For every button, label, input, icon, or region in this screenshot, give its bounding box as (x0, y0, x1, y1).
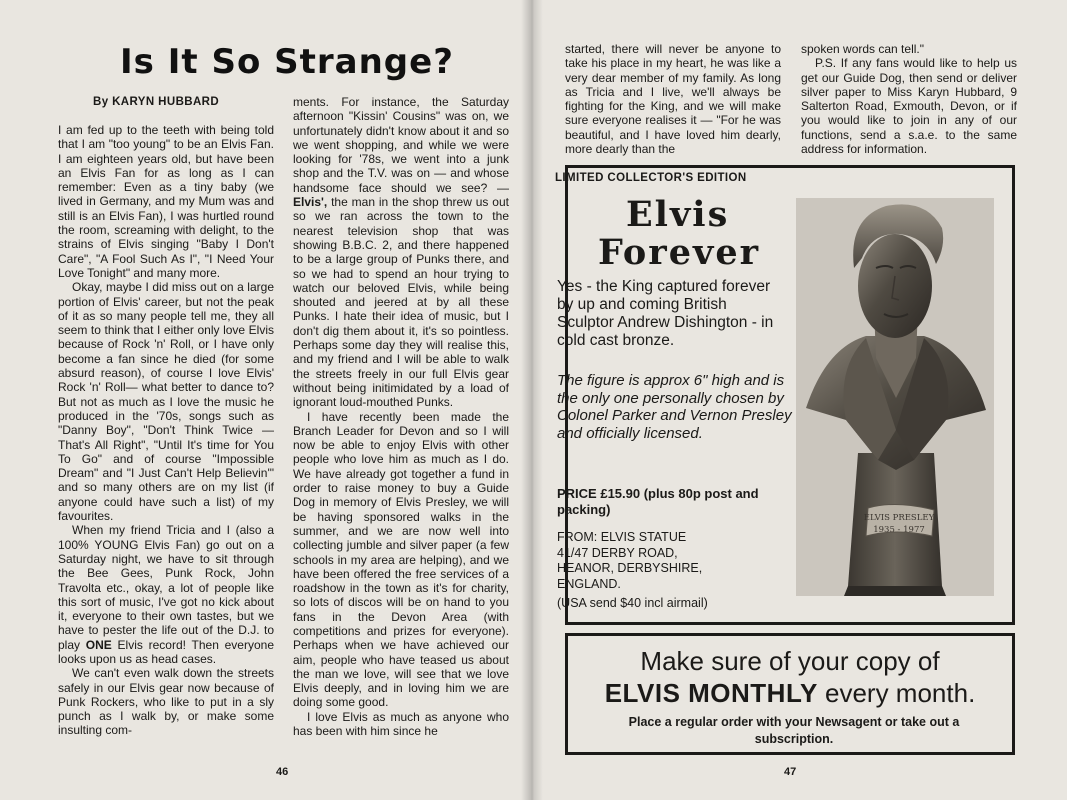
address-line: FROM: ELVIS STATUE (557, 530, 687, 544)
statue-photo (796, 198, 994, 596)
paragraph: I am fed up to the teeth with being told that I am "too young" to be an Elvis Fan. I am eighteen years old, but have been an Elvis Fan for as long as I can remember: Even as a tiny baby (we lived in Germany, and my Mum was and still is an Elvis Fan), I was hurtled round the room, screaming with delight, to the strains of Elvis singing "Baby I Don't Care", "A Fool Such As I", "I Need Your Love Tonight" and many more. (58, 123, 274, 280)
article-column-3 (565, 42, 781, 156)
ad-usa-price: (USA send $40 incl airmail) (557, 596, 708, 610)
paragraph: spoken words can tell." (801, 42, 924, 56)
ad-description: The figure is approx 6" high and is the only one personally chosen by Colonel Parker and Vernon Presley and officially licensed. (557, 372, 792, 442)
article-column-2 (293, 95, 509, 738)
paragraph: P.S. If any fans would like to help us get our Guide Dog, then send or deliver silver paper to Miss Karyn Hubbard, 9 Salterton Road, Exmouth, Devon, or if you would like to join in any of our functions, send a s.a.e. to the same address for information. (801, 56, 1017, 157)
article-column-4 (801, 42, 1017, 156)
ad-price: PRICE £15.90 (plus 80p post and packing) (557, 486, 759, 517)
page-number-left: 46 (276, 766, 289, 778)
plaque-years: 1935 - 1977 (873, 525, 925, 535)
left-page (0, 0, 531, 800)
page-number-right: 47 (784, 766, 797, 778)
subscription-box (565, 633, 1015, 755)
subscription-instructions: Place a regular order with your Newsagent or take out a subscription. (628, 715, 960, 746)
paragraph: We can't even walk down the streets safely in our Elvis gear now because of Punk Rockers, who like to put in a sly punch as I walk by, or make some insulting com- (58, 666, 274, 738)
page-gutter (521, 0, 543, 800)
emphasis: Elvis', (293, 195, 328, 210)
article-column-1 (58, 123, 274, 738)
subscription-headline: Make sure of your copy of (640, 646, 940, 676)
address-line: ENGLAND. (557, 576, 621, 591)
article-title: Is It So Strange? (120, 42, 454, 82)
right-page (531, 0, 1067, 800)
emphasis: ONE (85, 637, 112, 652)
plaque-name: ELVIS PRESLEY (863, 513, 935, 523)
ad-address (557, 530, 702, 592)
ad-tagline: Yes - the King captured forever by up and coming British Sculptor Andrew Dishington - in cold cast bronze. (557, 278, 774, 349)
bust-image (796, 198, 994, 596)
address-line: HEANOR, DERBYSHIRE, (557, 561, 703, 575)
ad-title-forever: Forever (598, 232, 761, 273)
paragraph: Okay, maybe I did miss out on a large portion of Elvis' career, but not the peak of it as so many people tell me, they all seem to think that I either only love Elvis because of Rock 'n' Roll, or I have only become a fan since he died (for some absurd reason), of course I love Elvis' Rock 'n' Roll— what better to dance to? But not as much as I love the music he produced in the '70s, songs such as "Danny Boy", "Don't Think Twice — That's All Right", "Until It's time for You To Go" and of course "Impossible Dream" and "I Just Can't Help Believin'" and so many others are on my list (if anyone could have such a list) of my favourites. (58, 280, 274, 524)
article-byline: By KARYN HUBBARD (93, 96, 220, 108)
ad-title-elvis: Elvis (626, 194, 730, 235)
paragraph: started, there will never be anyone to take his place in my heart, he was like a very dear member of my family. As long as Tricia and I live, we'll always be fighting for the King, and we will make sure everyone realises it — "For he was beautiful, and I have loved him dearly, more dearly than the (565, 42, 781, 157)
ad-edition-label: LIMITED COLLECTOR'S EDITION (555, 172, 747, 184)
paragraph: I have recently been made the Branch Leader for Devon and so I will now be able to enjoy Elvis with other people who love him as much as I do. We have already got together a fund in order to raise money to buy a Guide Dog in memory of Elvis Presley, we will be having sponsored walks in the summer, and we are now well into collecting jumble and silver paper (a few schools in my area are helping), and we have been offered the free services of a roadshow in the town as it's for charity, so lots of discos will be on hand to you fans in the Devon Area (with competitions and prizes for everyone). Perhaps when we have achieved our aim, people who have teased us about the man we love, will see that we love Elvis deeply, and in loving him we are doing some good. (293, 409, 509, 710)
paragraph: ments. For instance, the Saturday afternoon "Kissin' Cousins" was on, we unfortunately didn't know about it and so we went shopping, and while we were looking for '78s, we went into a junk shop and the T.V. was on — and whose handsome face should we see? — Elvis', the man in the shop threw us out so we ran across the town to the nearest television shop that was showing B.B.C. 2, and there happened to be a large group of Punks there, and so we had to spend an hour trying to watch our beloved Elvis, while being shouted and jeered at by all these Punks. I hate their idea of music, but I don't dig them about it, it's so pointless. Perhaps some day they will realise this, and my friend and I will be able to walk the streets freely in our full Elvis gear without being initimidated by a load of ignorant loud-mouthed Punks. (293, 95, 509, 410)
paragraph: I love Elvis as much as anyone who has been with him since he (293, 709, 509, 739)
paragraph: When my friend Tricia and I (also a 100% YOUNG Elvis Fan) go out on a Saturday night, we have to sit through the Bee Gees, Punk Rock, John Travolta etc., okay, a lot of people like this sort of music, I've got no kick about it, everyone to their own tastes, but we have to pester the life out of the D.J. to play ONE Elvis record! Then everyone looks upon us as head cases. (58, 523, 274, 666)
subscription-magazine: ELVIS MONTHLY every month. (604, 678, 976, 708)
address-line: 41/47 DERBY ROAD, (557, 545, 678, 560)
magazine-name: ELVIS MONTHLY (604, 678, 818, 708)
